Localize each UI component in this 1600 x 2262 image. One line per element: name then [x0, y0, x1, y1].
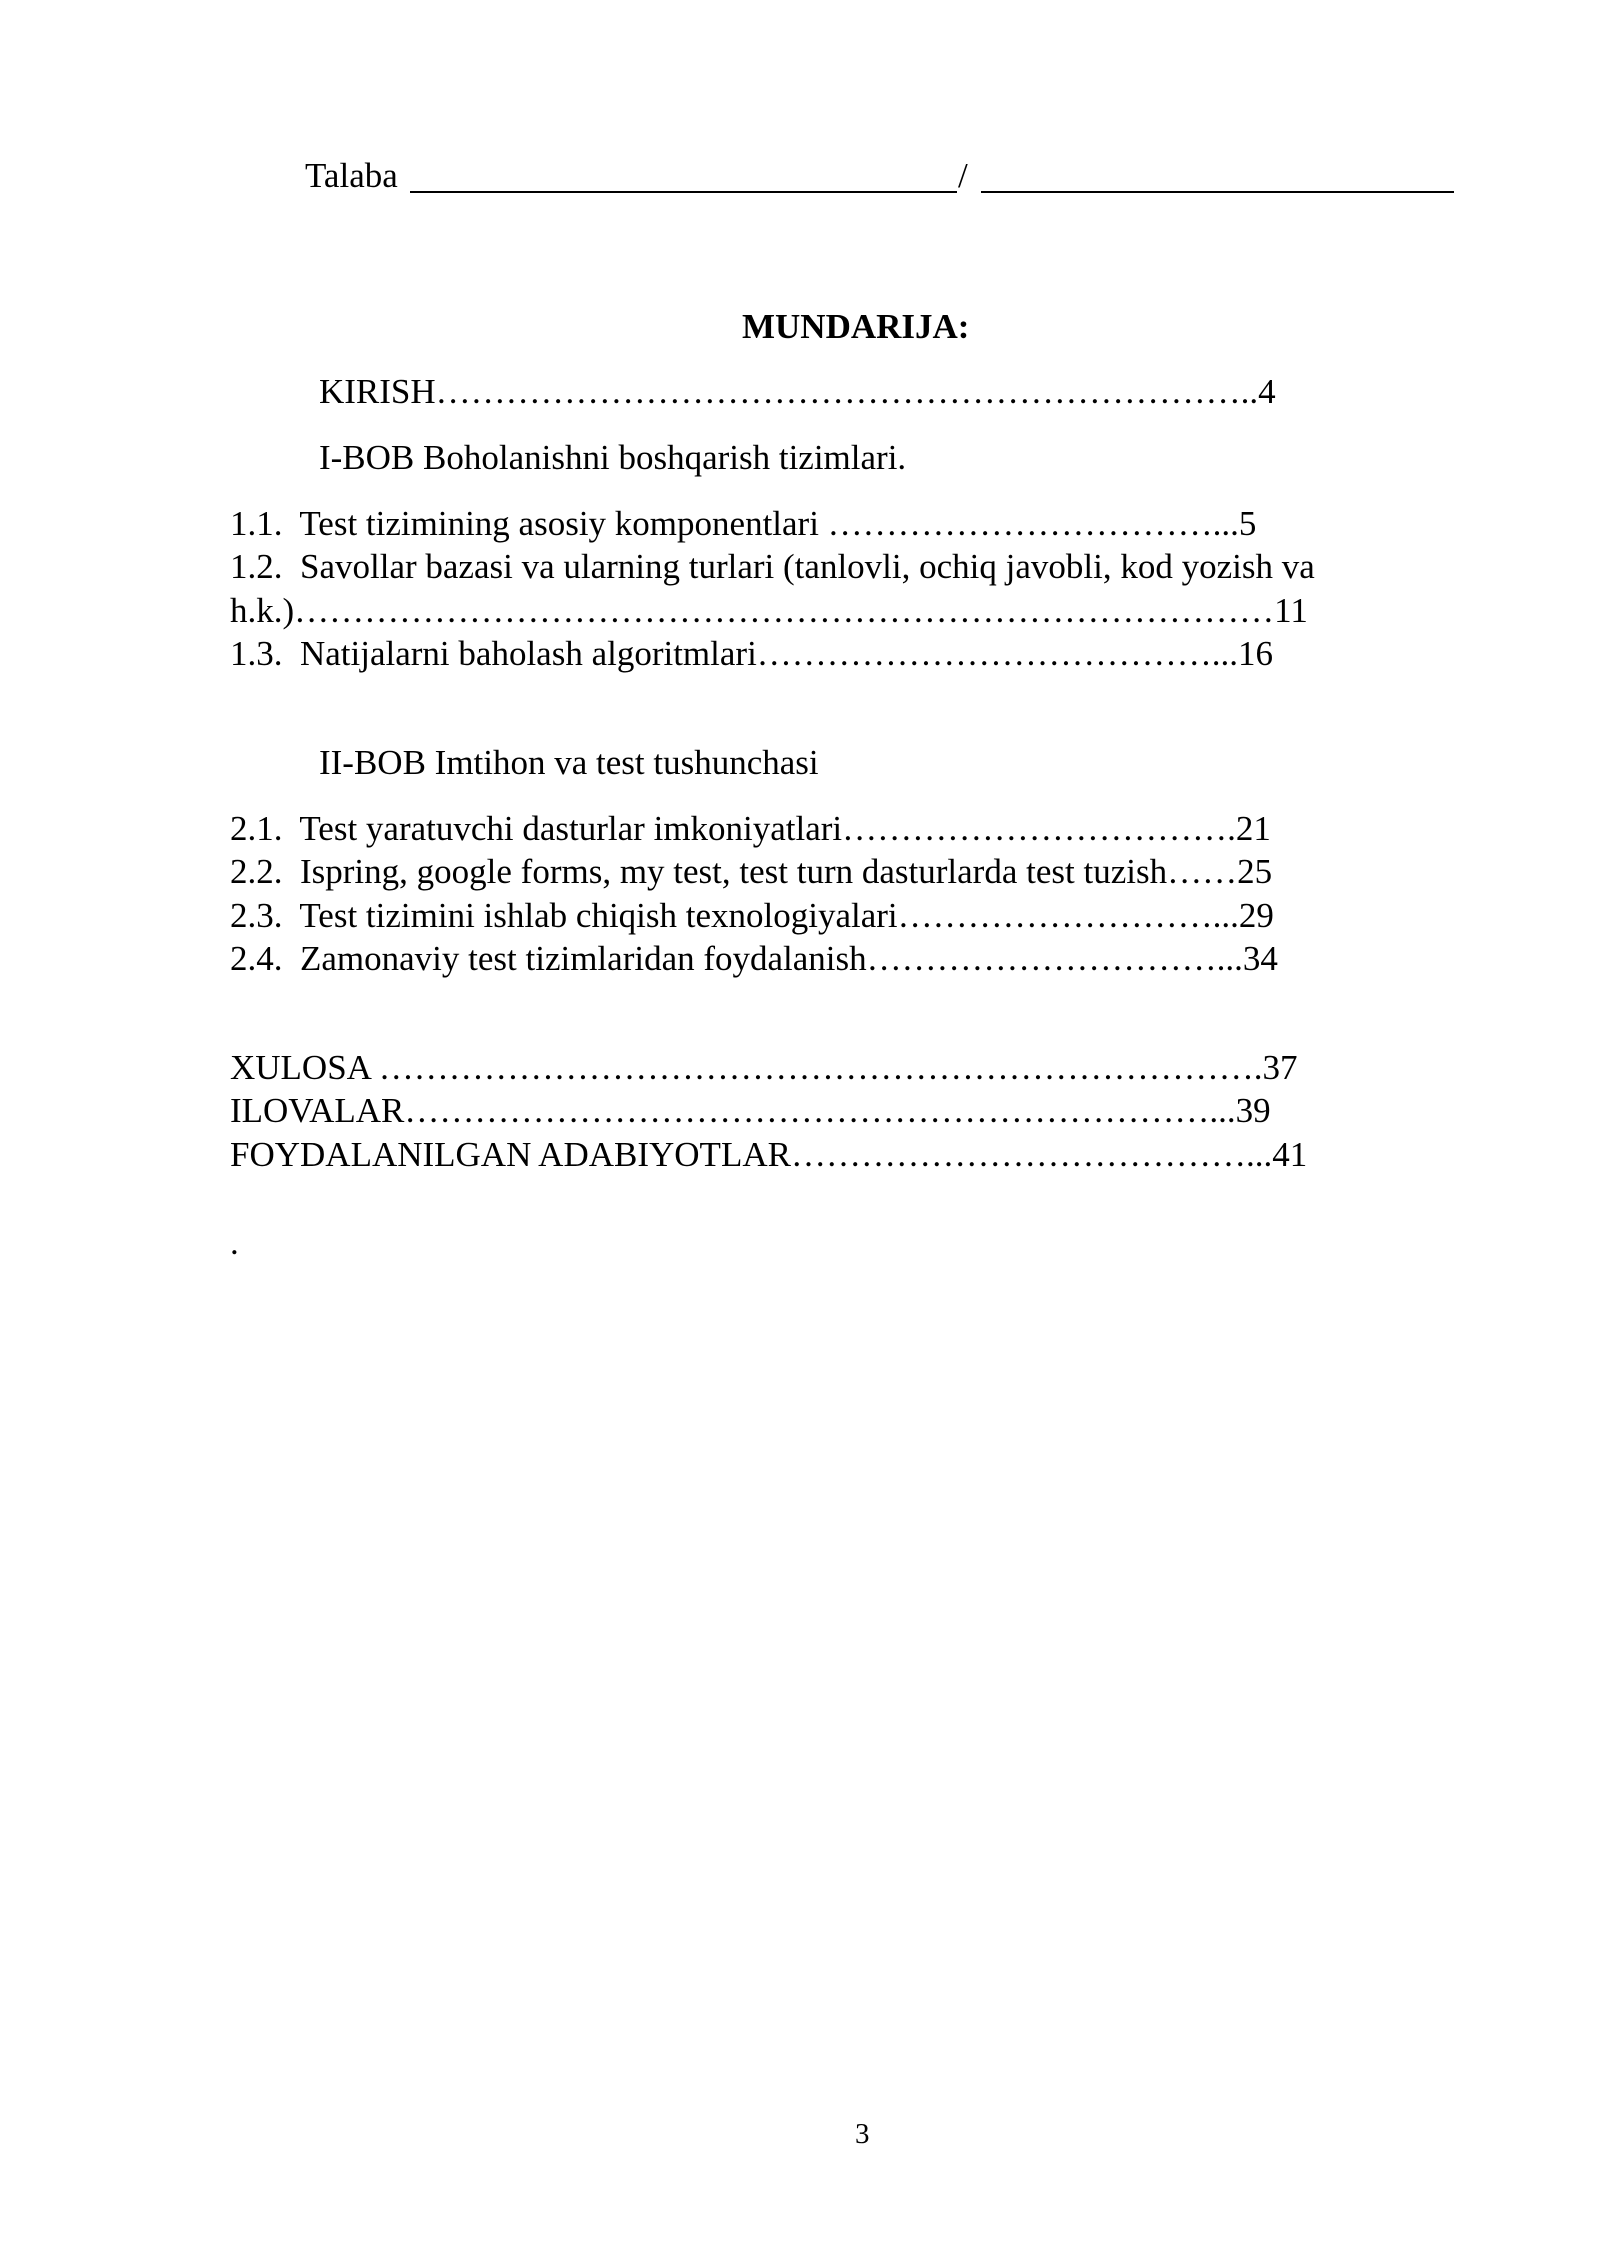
toc-title: MUNDARIJA: [742, 307, 970, 346]
toc-entry-1-1: 1.1. Test tizimining asosiy komponentlari ……………………………...5 [230, 504, 1257, 543]
trailing-dot: . [230, 1223, 239, 1262]
toc-entry-conclusion: XULOSA ………………………………………………………………….37 [230, 1048, 1298, 1087]
toc-chapter-1-heading: I-BOB Boholanishni boshqarish tizimlari. [319, 438, 907, 477]
page-number: 3 [855, 2118, 870, 2150]
toc-entry-intro: KIRISH……………………………………………………………..4 [319, 372, 1276, 411]
toc-entry-1-2-continued: h.k.)…………………………………………………………………………11 [230, 591, 1308, 630]
signature-label: Talaba [305, 156, 398, 195]
toc-entry-1-3: 1.3. Natijalarni baholash algoritmlari…………………………………...16 [230, 634, 1274, 673]
signature-separator: / [958, 156, 968, 195]
toc-entry-2-3: 2.3. Test tizimini ishlab chiqish texnologiyalari………………………...29 [230, 896, 1274, 935]
toc-entry-2-2: 2.2. Ispring, google forms, my test, test turn dasturlarda test tuzish……25 [230, 852, 1273, 891]
signature-underline-2 [981, 191, 1454, 193]
signature-underline-1 [410, 191, 957, 193]
toc-entry-2-4: 2.4. Zamonaviy test tizimlaridan foydalanish…………………………...34 [230, 939, 1278, 978]
toc-entry-appendix: ILOVALAR……………………………………………………………...39 [230, 1091, 1271, 1130]
toc-entry-1-2: 1.2. Savollar bazasi va ularning turlari (tanlovli, ochiq javobli, kod yozish va [230, 547, 1315, 586]
toc-entry-references: FOYDALANILGAN ADABIYOTLAR…………………………………...41 [230, 1135, 1308, 1174]
toc-chapter-2-heading: II-BOB Imtihon va test tushunchasi [319, 743, 819, 782]
toc-entry-2-1: 2.1. Test yaratuvchi dasturlar imkoniyatlari…………………………….21 [230, 809, 1271, 848]
